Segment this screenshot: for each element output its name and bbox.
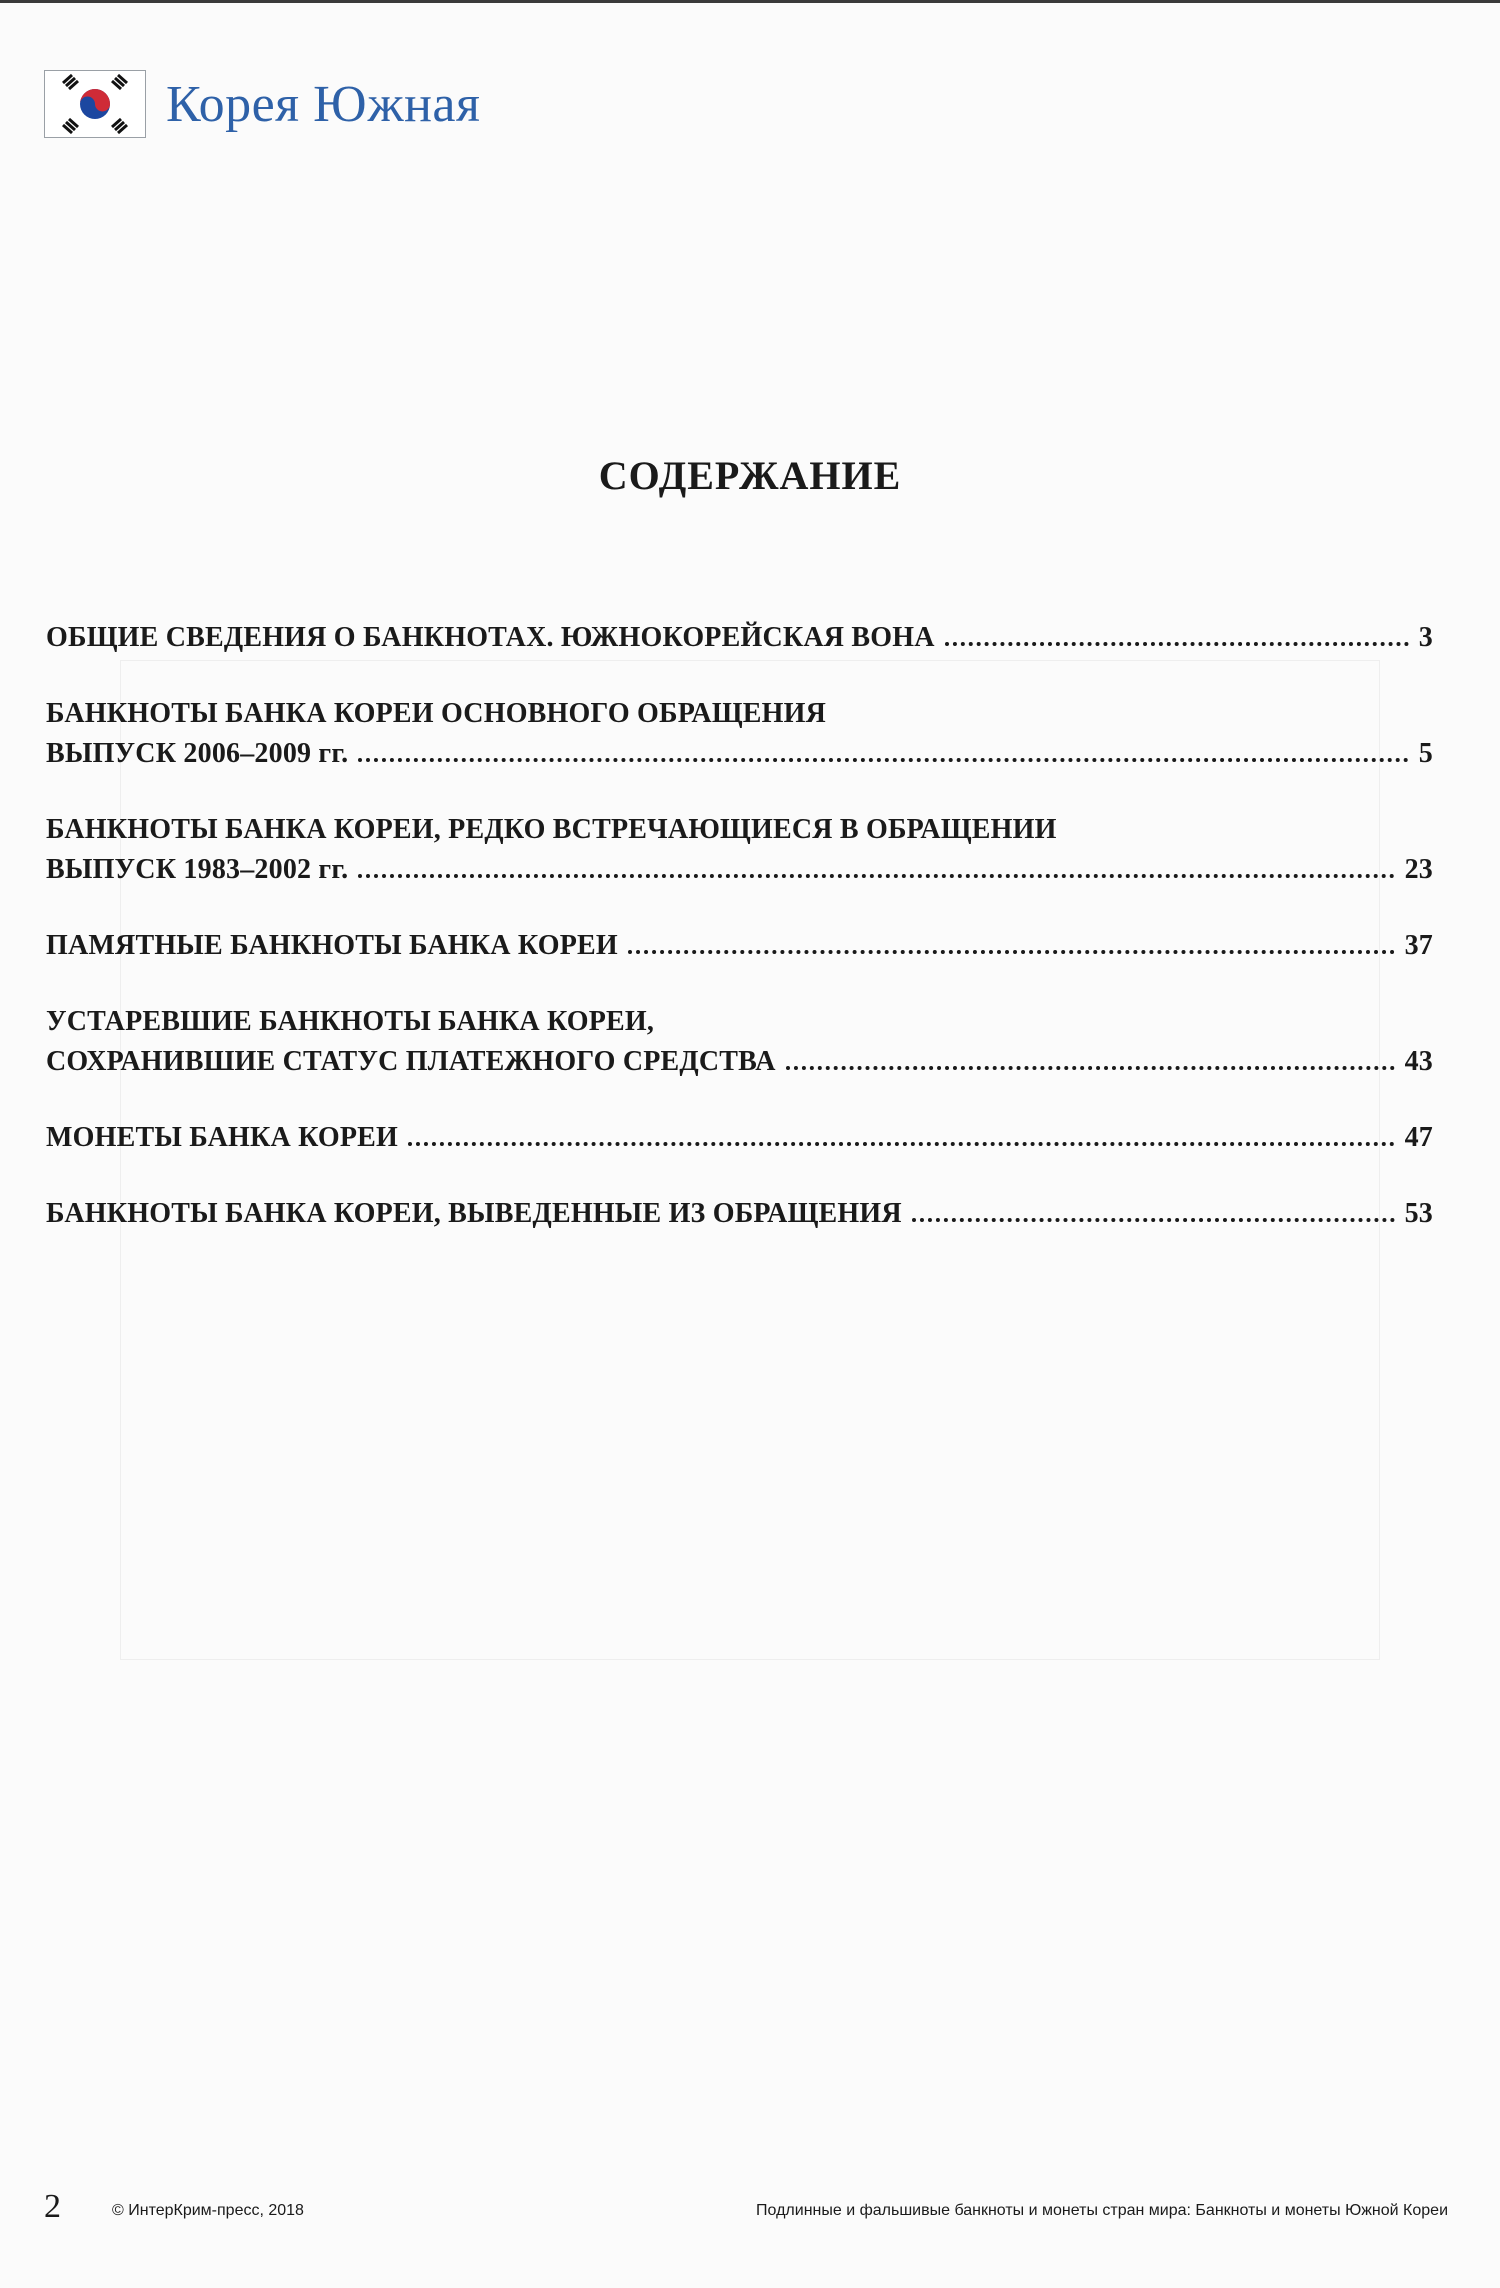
dot-leader — [358, 758, 1409, 762]
contents-title: СОДЕРЖАНИЕ — [598, 453, 902, 498]
top-rule — [0, 0, 1500, 3]
dot-leader — [358, 874, 1394, 878]
toc-entry-title: БАНКНОТЫ БАНКА КОРЕИ, ВЫВЕДЕННЫЕ ИЗ ОБРАЩЕНИЯ — [46, 1198, 902, 1229]
toc-page-number: 23 — [1404, 854, 1433, 885]
toc-entry-title: БАНКНОТЫ БАНКА КОРЕИ ОСНОВНОГО ОБРАЩЕНИЯ — [46, 698, 827, 729]
toc-entry-title: МОНЕТЫ БАНКА КОРЕИ — [46, 1122, 399, 1153]
dot-leader — [945, 642, 1409, 646]
toc-entry-title: УСТАРЕВШИЕ БАНКНОТЫ БАНКА КОРЕИ, — [46, 1006, 655, 1037]
toc-entry[interactable] — [46, 618, 1433, 658]
toc-entry[interactable] — [46, 810, 1433, 890]
toc-entry-title: ВЫПУСК 2006–2009 гг. — [46, 738, 349, 769]
copyright: © ИнтерКрим-пресс, 2018 — [112, 2202, 304, 2219]
toc-entry-title: БАНКНОТЫ БАНКА КОРЕИ, РЕДКО ВСТРЕЧАЮЩИЕСЯ В ОБРАЩЕНИИ — [46, 814, 1057, 845]
toc-page-number: 47 — [1404, 1122, 1433, 1153]
dot-leader — [408, 1142, 1395, 1146]
dot-leader — [628, 950, 1395, 954]
toc-page-number: 5 — [1418, 738, 1433, 769]
dot-leader — [786, 1066, 1395, 1070]
dot-leader — [912, 1218, 1395, 1222]
book-title: Подлинные и фальшивые банкноты и монеты стран мира: Банкноты и монеты Южной Кореи — [756, 2202, 1448, 2219]
toc-page-number: 43 — [1404, 1046, 1433, 1077]
toc-entry-title: ВЫПУСК 1983–2002 гг. — [46, 854, 349, 885]
country-name: Корея Южная — [166, 75, 481, 133]
south-korea-flag-icon — [44, 70, 146, 138]
toc-page-number: 3 — [1418, 622, 1433, 653]
toc-entry-title: СОХРАНИВШИЕ СТАТУС ПЛАТЕЖНОГО СРЕДСТВА — [46, 1046, 776, 1077]
toc-page-number: 37 — [1404, 930, 1433, 961]
toc-entry-title: ОБЩИЕ СВЕДЕНИЯ О БАНКНОТАХ. ЮЖНОКОРЕЙСКАЯ ВОНА — [46, 622, 935, 653]
toc-entry-title: ПАМЯТНЫЕ БАНКНОТЫ БАНКА КОРЕИ — [46, 930, 618, 961]
page-number: 2 — [44, 2188, 61, 2225]
toc-entry[interactable] — [46, 1002, 1433, 1082]
toc-page-number: 53 — [1404, 1198, 1433, 1229]
page-header — [44, 70, 480, 138]
table-of-contents — [46, 618, 1433, 1270]
toc-entry[interactable] — [46, 1118, 1433, 1158]
toc-entry[interactable] — [46, 1194, 1433, 1234]
toc-entry[interactable] — [46, 926, 1433, 966]
toc-entry[interactable] — [46, 694, 1433, 774]
